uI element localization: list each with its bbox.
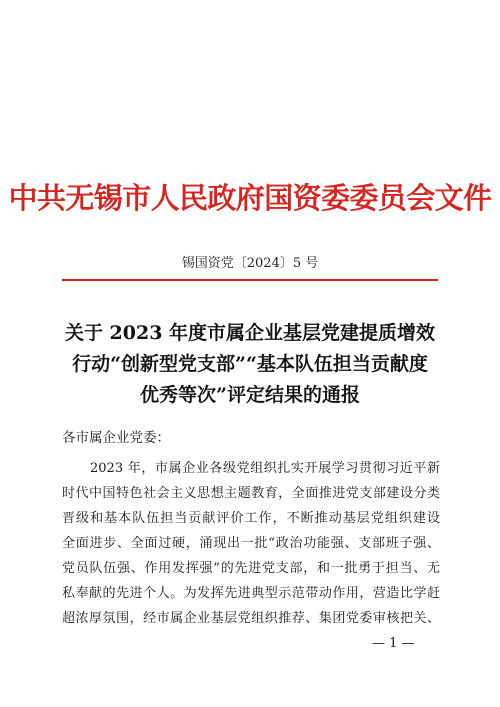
body-line: 超浓厚氛围，经市属企业基层党组织推荐、集团党委审核把关、: [62, 611, 440, 626]
body-line: 时代中国特色社会主义思想主题教育，全面推进党支部建设分类: [62, 486, 440, 501]
title-line: 行动“创新型党支部”“基本队伍担当贡献度: [72, 353, 428, 375]
title-line: 关于 2023 年度市属企业基层党建提质增效: [64, 322, 436, 344]
masthead-title: 中共无锡市人民政府国资委委员会文件: [8, 181, 492, 215]
body-line: 2023 年，市属企业各级党组织扎实开展学习贯彻习近平新: [90, 461, 440, 476]
title-line: 优秀等次”评定结果的通报: [140, 384, 360, 406]
body-line: 私奉献的先进个人。为发挥先进典型示范带动作用，营造比学赶: [62, 586, 440, 601]
page-number: — 1 —: [372, 636, 415, 651]
greeting: 各市属企业党委：: [62, 430, 170, 446]
notice-title: [40, 318, 460, 411]
document-number: 锡国资党〔2024〕5 号: [181, 256, 319, 271]
body-line: 党员队伍强、作用发挥强”的先进党支部，和一批勇于担当、无: [62, 561, 440, 576]
body-line: 晋级和基本队伍担当贡献评价工作，不断推动基层党组织建设: [62, 511, 440, 526]
body-line: 全面进步、全面过硬，涌现出一批“政治功能强、支部班子强、: [62, 536, 440, 551]
red-divider: [62, 279, 438, 281]
body-text: [62, 456, 440, 631]
